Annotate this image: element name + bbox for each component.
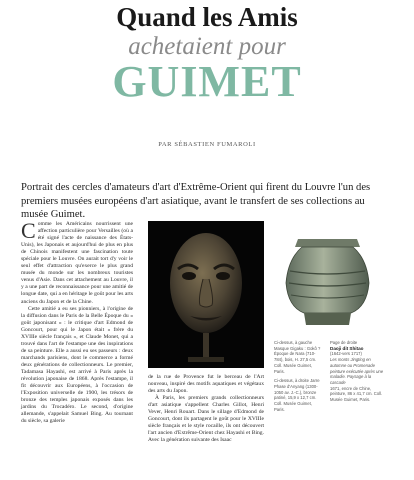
paragraph: Cette amitié a eu ses pionniers, à l'origine de la diffusion dans le Paris de la Belle Époque du « goût japonisant » : le critique d'art Edmond de Goncourt, pour qui le Japon était « frère du XVIIIe siècle français », et Claude Monet, qui a trouvé dans l'art de l'estampe une des inspirations de sa peinture. Elle a aussi eu ses passeurs : deux marchands parisiens, dont le commerce a formé deux générations de collectionneurs. Le premier, Tadamasa Hayashi, est arrivé à Paris après la révolution japonaise de 1868. Après l'estampe, il fit découvrir aux Européens, à l'occasion de l'Exposition universelle de 1900, les trésors de bronze des temples japonais exposés dans les jardins du Trocadéro. Le second, d'origine allemande, s'appelait Samuel Bing. Au tournant du siècle, sa galerie (21, 305, 133, 425)
mask-photo (148, 221, 264, 368)
caption-left (274, 340, 322, 416)
lead-paragraph: Portrait des cercles d'amateurs d'art d'Extrême-Orient qui firent du Louvre l'un des premiers musées européens d'art asiatique, avant le transfert de ses collections au musée Guimet. (21, 182, 371, 220)
caption-work-title: Les monts Jingting en automne ou Promenade peinture exécutée après une maladie. Paysage à la cascade (330, 357, 384, 385)
body-column-1 (21, 218, 133, 425)
drop-cap: C (21, 218, 36, 243)
paragraph: de la rue de Provence fut le berceau de l'Art nouveau, inspiré des motifs aquatiques et végétaux des arts du Japon. (148, 374, 264, 395)
paragraph-text: omme les Américains nourrissent une affection particulière pour Versailles (où a été signé l'acte de naissance des États-Unis), les Japonais et aujourd'hui de plus en plus de Chinois manifestent une fascination toute spéciale pour le Louvre. On aurait tort d'y voir le seul effet d'attraction qu'exerce le plus grand musée du monde sur les nombreux touristes venus d'Asie. Dans cet attachement au Louvre, il y a une part de reconnaissance pour une amitié de longue date, qui a en héritage le goût pour les arts anciens du Japon et de la Chine. (21, 221, 133, 305)
caption-vase: Ci-dessus, à droite Jarre Phase d'Anyang (1300-1050 av. J.-C.), bronze patiné, 15,9 x 12,7 cm. Coll. Musée Guimet, Paris. (274, 378, 320, 412)
vase-image (274, 221, 381, 335)
title-line-2: achetaient pour (128, 33, 286, 60)
caption-right (330, 340, 385, 403)
title-line-1: Quand les Amis (116, 2, 298, 32)
mask-image (148, 221, 264, 368)
byline: PAR SÉBASTIEN FUMAROLI (158, 141, 256, 148)
caption-mask: Ci-dessus, à gauche Masque Gigaku : Gokô ? Époque de Nara (710-784), bois, H. 27,5 cm. Coll. Musée Guimet, Paris. (274, 340, 321, 374)
body-column-2 (148, 374, 264, 444)
title-line-3: GUIMET (112, 57, 302, 106)
caption-intro: Page de droite (330, 340, 358, 345)
paragraph: À Paris, les premiers grands collectionneurs d'art asiatique s'appellent Charles Gillot, Henri Vever, Henri Rouart. Dans le sillage d'Edmond de Goncourt, dont ils partagent le goût pour le XVIIIe siècle français et le style rocaille, ils ont découvert l'art ancien d'Extrême-Orient chez Hayashi et Bing. Avec la génération suivante des Isaac (148, 395, 264, 444)
caption-details: 1671, encre de Chine, peinture, 86 x 41,7 cm. Coll. Musée Guimet, Paris. (330, 385, 383, 403)
caption-dates: (1642-vers 1717) (330, 351, 362, 357)
caption-artist: Daoji dit Shitao (330, 345, 364, 351)
paragraph (21, 218, 133, 306)
vase-photo (274, 221, 381, 335)
